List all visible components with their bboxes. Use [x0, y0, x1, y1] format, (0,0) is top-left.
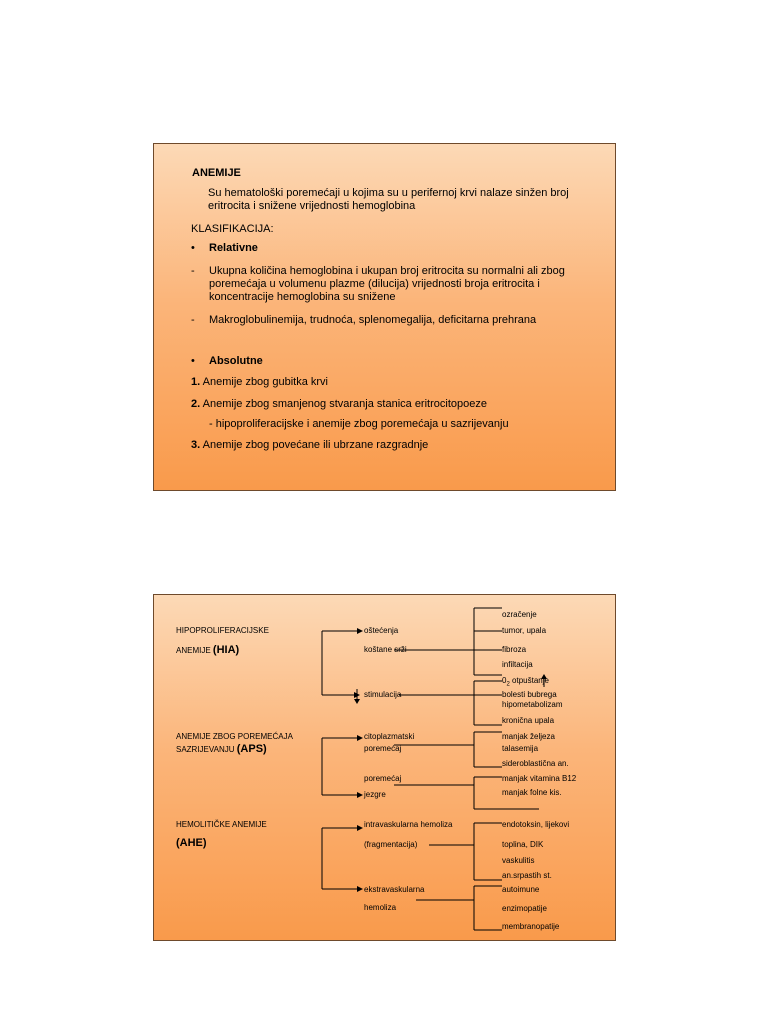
hia-abbreviation: (HIA): [212, 644, 240, 656]
dash-marker: -: [191, 314, 195, 326]
relativne-examples: Makroglobulinemija, trudnoća, splenomegalija, deficitarna prehrana: [209, 314, 537, 326]
aps-label-text: SAZRIJEVANJU: [176, 745, 235, 754]
dash-marker: -: [191, 265, 195, 277]
definition-text: Su hematološki poremećaji u kojima su u perifernoj krvi nalaze sinžen broj eritrocita i snižene vrijednosti hemoglobina: [208, 187, 569, 212]
list-number: 1.: [191, 376, 201, 388]
right-o2-otpustanje: [502, 676, 549, 690]
list-text: Anemije zbog gubitka krvi: [202, 376, 328, 388]
mid-fragmentacija: (fragmentacija): [364, 840, 418, 849]
aps-label-line2: [176, 744, 267, 755]
slide-anemije-diagram: [153, 594, 616, 941]
right-autoimune: autoimune: [502, 885, 540, 894]
mid-poremecaj-2: poremećaj: [364, 774, 402, 783]
right-membranopatije: membranopatije: [502, 922, 560, 931]
list-number: 3.: [191, 439, 201, 451]
relativne-description: Ukupna količina hemoglobina i ukupan broj eritrocita su normalni ali zbog poremećaja u volumenu plazme (dilucija) vrijednosti broja eritrocita i koncentracije hemoglobina su snižene: [209, 265, 565, 303]
right-infiltacija: infiltacija: [502, 660, 533, 669]
mid-ostecenja: oštećenja: [364, 626, 399, 635]
right-manjak-zeljeza: manjak željeza: [502, 732, 555, 741]
bullet-marker: •: [191, 355, 195, 367]
o2-subscript: 2: [506, 681, 510, 688]
mid-ekstravaskularna: ekstravaskularna: [364, 885, 425, 894]
ahe-label-line1: HEMOLITIČKE ANEMIJE: [176, 820, 267, 829]
mid-kostane-srzi: koštane srži: [364, 645, 407, 654]
aps-abbreviation: (APS): [236, 743, 267, 755]
bullet-marker: •: [191, 242, 195, 254]
list-text: Anemije zbog povećane ili ubrzane razgradnje: [202, 439, 429, 451]
hia-label-text: ANEMIJE: [176, 646, 211, 655]
right-vaskulitis: vaskulitis: [502, 856, 535, 865]
mid-hemoliza: hemoliza: [364, 903, 397, 912]
right-manjak-b12: manjak vitamina B12: [502, 774, 577, 783]
mid-citoplazmatski: citoplazmatski: [364, 732, 415, 741]
mid-poremecaj-1: poremećaj: [364, 744, 402, 753]
bullet-absolutne: Absolutne: [209, 355, 263, 367]
list-item-3: [191, 439, 428, 452]
right-talasemija: talasemija: [502, 744, 539, 753]
right-enzimopatije: enzimopatije: [502, 904, 547, 913]
bullet-relativne: Relativne: [209, 242, 258, 254]
o2-symbol: 0: [502, 676, 507, 685]
right-ozracenje: ozračenje: [502, 610, 537, 619]
right-tumor-upala: tumor, upala: [502, 626, 547, 635]
hia-label-line2: [176, 645, 239, 656]
hia-label-line1: HIPOPROLIFERACIJSKE: [176, 626, 269, 635]
right-fibroza: fibroza: [502, 645, 527, 654]
right-manjak-folne: manjak folne kis.: [502, 788, 562, 797]
right-endotoksin: endotoksin, lijekovi: [502, 820, 570, 829]
right-srpastih: an.srpastih st.: [502, 871, 552, 880]
right-kronicna-upala: kronična upala: [502, 716, 555, 725]
list-text: Anemije zbog smanjenog stvaranja stanica eritrocitopoeze: [202, 398, 487, 410]
list-item-2-sub: - hipoproliferacijske i anemije zbog poremećaja u sazrijevanju: [209, 418, 509, 430]
list-number: 2.: [191, 398, 201, 410]
right-toplina-dik: toplina, DIK: [502, 840, 544, 849]
mid-jezgre: jezgre: [364, 790, 386, 799]
mid-intravaskularna: intravaskularna hemoliza: [364, 820, 453, 829]
slide-anemije-definition: [153, 143, 616, 491]
slide1-title: ANEMIJE: [192, 167, 241, 179]
mid-stimulacija: stimulacija: [364, 690, 402, 699]
list-item-2: [191, 398, 487, 411]
right-hipometabolizam: hipometabolizam: [502, 700, 563, 709]
right-bolesti-bubrega: bolesti bubrega: [502, 690, 557, 699]
list-item-1: [191, 376, 328, 389]
ahe-abbreviation: (AHE): [176, 837, 207, 849]
aps-label-line1: ANEMIJE ZBOG POREMEĆAJA: [176, 732, 293, 741]
right-sideroblasticna: sideroblastična an.: [502, 759, 569, 768]
otpustanje-text: otpuštanje: [509, 676, 549, 685]
classification-heading: KLASIFIKACIJA:: [191, 223, 274, 235]
